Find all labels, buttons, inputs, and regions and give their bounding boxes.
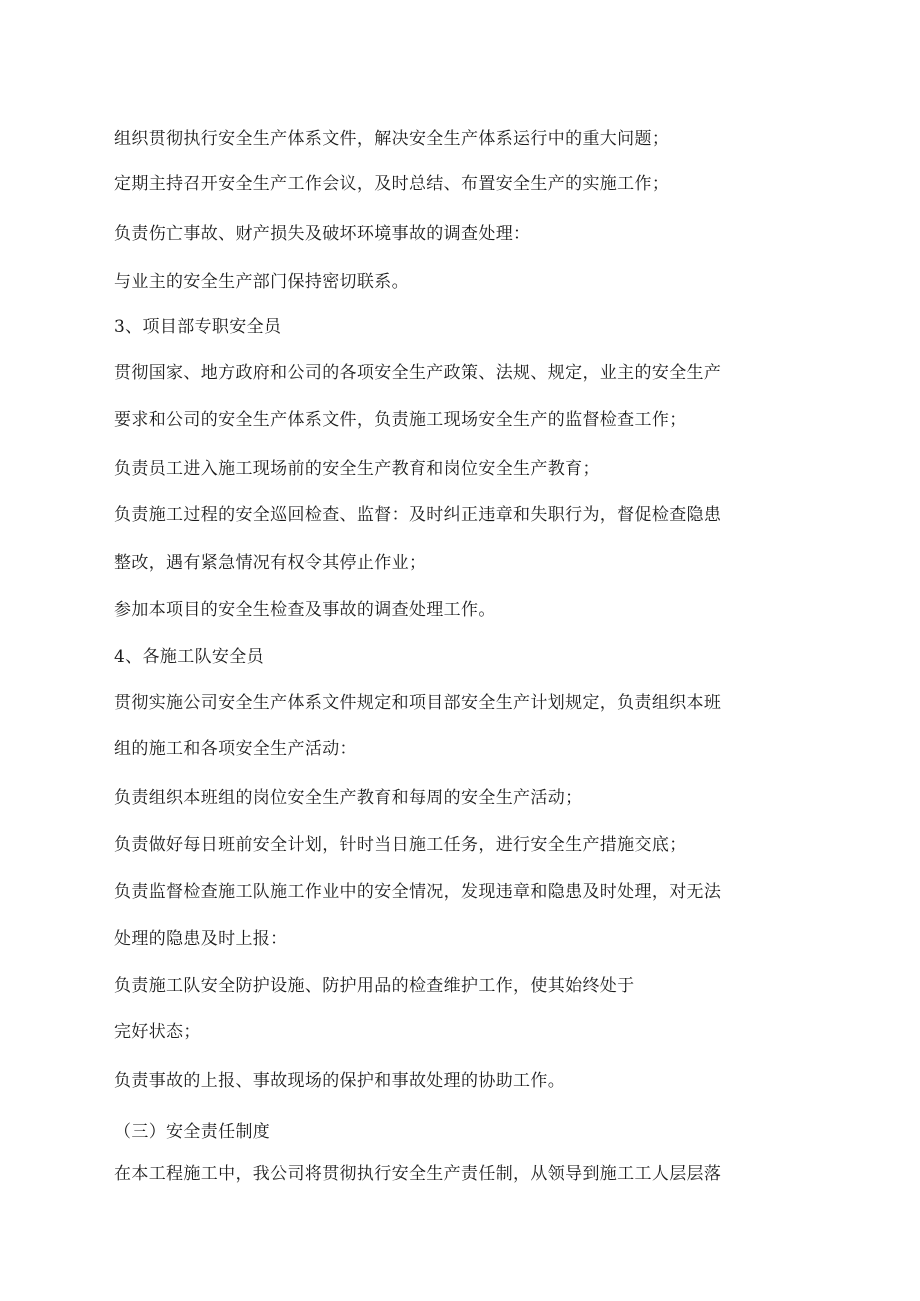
paragraph-line: 与业主的安全生产部门保持密切联系。 <box>114 272 409 292</box>
paragraph-line: 负责施工过程的安全巡回检查、监督：及时纠正违章和失职行为，督促检查隐患 <box>114 505 722 525</box>
paragraph-line: 在本工程施工中，我公司将贯彻执行安全生产责任制，从领导到施工工人层层落 <box>114 1164 722 1184</box>
paragraph-line: 参加本项目的安全生检查及事故的调查处理工作。 <box>114 600 496 620</box>
paragraph-line: 负责做好每日班前安全计划，针时当日施工任务，进行安全生产措施交底； <box>114 835 687 855</box>
paragraph-line: 负责员工进入施工现场前的安全生产教育和岗位安全生产教育； <box>114 459 600 479</box>
paragraph-line: 负责事故的上报、事故现场的保护和事故处理的协助工作。 <box>114 1071 566 1091</box>
section-heading: 4、各施工队安全员 <box>114 647 264 667</box>
section-heading: （三）安全责任制度 <box>114 1122 271 1142</box>
paragraph-line: 处理的隐患及时上报： <box>114 929 288 949</box>
paragraph-line: 完好状态； <box>114 1022 201 1042</box>
paragraph-line: 整改，遇有紧急情况有权令其停止作业； <box>114 553 427 573</box>
section-heading: 3、项目部专职安全员 <box>114 317 282 337</box>
paragraph-line: 定期主持召开安全生产工作会议，及时总结、布置安全生产的实施工作； <box>114 174 670 194</box>
paragraph-line: 负责组织本班组的岗位安全生产教育和每周的安全生产活动； <box>114 788 583 808</box>
paragraph-line: 负责监督检查施工队施工作业中的安全情况，发现违章和隐患及时处理，对无法 <box>114 882 722 902</box>
paragraph-line: 要求和公司的安全生产体系文件，负责施工现场安全生产的监督检查工作； <box>114 410 687 430</box>
paragraph-line: 贯彻国家、地方政府和公司的各项安全生产政策、法规、规定，业主的安全生产 <box>114 363 722 383</box>
paragraph-line: 贯彻实施公司安全生产体系文件规定和项目部安全生产计划规定，负责组织本班 <box>114 693 722 713</box>
paragraph-line: 组的施工和各项安全生产活动： <box>114 739 357 759</box>
paragraph-line: 负责伤亡事故、财产损失及破坏环境事故的调查处理： <box>114 224 531 244</box>
paragraph-line: 组织贯彻执行安全生产体系文件，解决安全生产体系运行中的重大问题； <box>114 129 670 149</box>
paragraph-line: 负责施工队安全防护设施、防护用品的检查维护工作，使其始终处于 <box>114 976 635 996</box>
